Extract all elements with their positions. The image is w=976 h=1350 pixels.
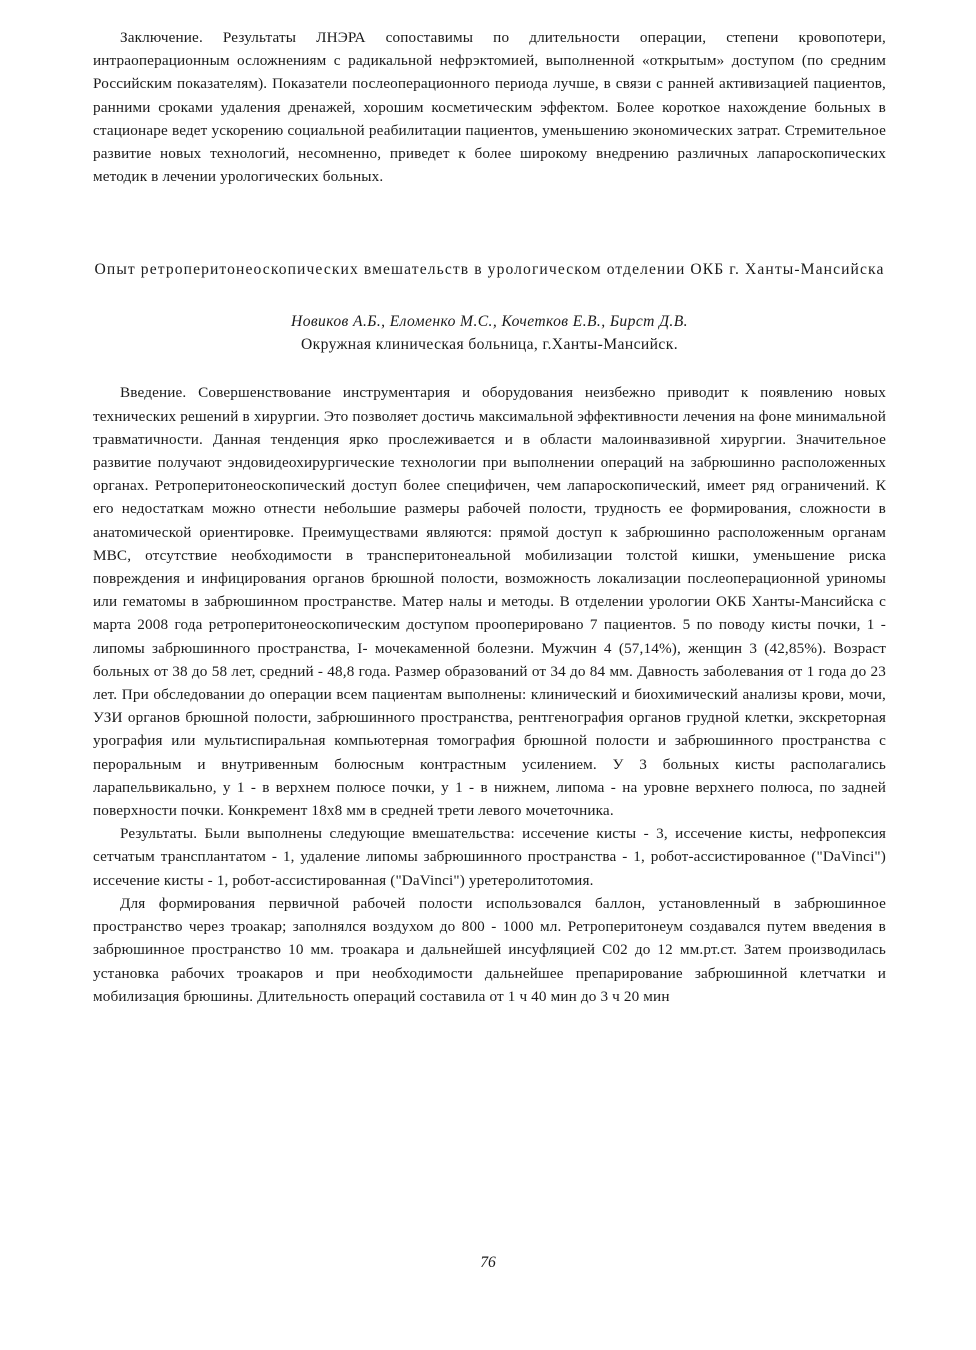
article-affiliation: Окружная клиническая больница, г.Ханты-Мансийск. [301,336,678,354]
results-paragraph: Результаты. Были выполнены следующие вмешательства: иссечение кисты - 3, иссечение кисты, нефропексия сетчатым трансплантатом - 1, удаление липомы забрюшинного пространства - 1, робот-ассистированное ("DaVinci") иссечение кисты - 1, робот-ассистированная ("DaVinci") уретеролитотомия. [93,825,886,889]
page-body [93,26,886,1008]
article-authors: Новиков А.Б., Еломенко М.С., Кочетков Е.В., Бирст Д.В. [291,313,688,331]
conclusion-paragraph: Заключение. Результаты ЛНЭРА сопоставимы по длительности операции, степени кровопотери, интраоперационным осложнениям с радикальной нефрэктомией, выполненной «открытым» доступом (по средним Российским показателям). Показатели послеоперационного периода лучше, в связи с ранней активизацией пациентов, ранними сроками удаления дренажей, хорошим косметическим эффектом. Более короткое нахождение больных в стационаре ведет ускорению социальной реабилитации пациентов, уменьшению экономических затрат. Стремительное развитие новых технологий, несомненно, приведет к более широкому внедрению различных лапароскопических методик в лечении урологических больных. [93,29,886,186]
technique-paragraph: Для формирования первичной рабочей полости использовался баллон, установленный в забрюшинное пространство через троакар; заполнялся воздухом до 800 - 1000 мл. Ретроперитонеум создавался путем введения в забрюшинное пространство 10 мм. троакара и дальнейшей инсуфляцией С02 до 12 мм.рт.ст. Затем производилась установка рабочих троакаров и при необходимости дальнейшее препарирование забрюшинной клетчатки и мобилизация брюшины. Длительность операций составила от 1 ч 40 мин до 3 ч 20 мин [93,894,886,1005]
introduction-methods-paragraph: Введение. Совершенствование инструментария и оборудования неизбежно приводит к появлению новых технических решений в хирургии. Это позволяет достичь максимальной эффективности лечения на фоне минимальной травматичности. Данная тенденция ярко прослеживается и в области малоинвазивной хирургии. Значительное развитие получают эндовидеохирургические технологии при выполнении операций на забрюшинно расположенных органах. Ретроперитонеоскопический доступ более специфичен, чем лапароскопический, имеет ряд ограничений. К его недостаткам можно отнести небольшие размеры рабочей полости, трудность ее формирования, сложности в анатомической ориентировке. Преимуществами являются: прямой доступ к забрюшинно расположенным органам МВС, отсутствие необходимости в трансперитонеальной мобилизации толстой кишки, уменьшение риска повреждения и инфицирования органов брюшной полости, возможность локализации послеоперационной уриномы или гематомы в забрюшинном пространстве. Матер налы и методы. В отделении урологии ОКБ Ханты-Мансийска с марта 2008 года ретроперитонеоскопическим доступом прооперировано 7 пациентов. 5 по поводу кисты почки, 1 - липомы забрюшинного пространства, I- мочекаменной болезни. Мужчин 4 (57,14%), женщин 3 (42,85%). Возраст больных от 38 до 58 лет, средний - 48,8 года. Размер образований от 34 до 84 мм. Давность заболевания от 1 года до 23 лет. При обследовании до операции всем пациентам выполнены: клинический и биохимический анализы крови, мочи, УЗИ органов брюшной полости, забрюшинного пространства, рентгенография органов грудной клетки, экскреторная урография или мультиспиральная компьютерная томография брюшной полости и забрюшинного пространства с пероральным и внутривенным болюсным контрастным усилением. У 3 больных кисты располагались ларапельвикально, у 1 - в верхнем полюсе почки, у 1 - в нижнем, липома - на уровне верхнего полюса, по задней поверхности почки. Конкремент 18х8 мм в средней трети левого мочеточника. [93,384,886,820]
page-number: 76 [480,1254,496,1271]
article-title: Опыт ретроперитонеоскопических вмешательств в урологическом отделении ОКБ г. Ханты-Мансийска [94,261,885,279]
